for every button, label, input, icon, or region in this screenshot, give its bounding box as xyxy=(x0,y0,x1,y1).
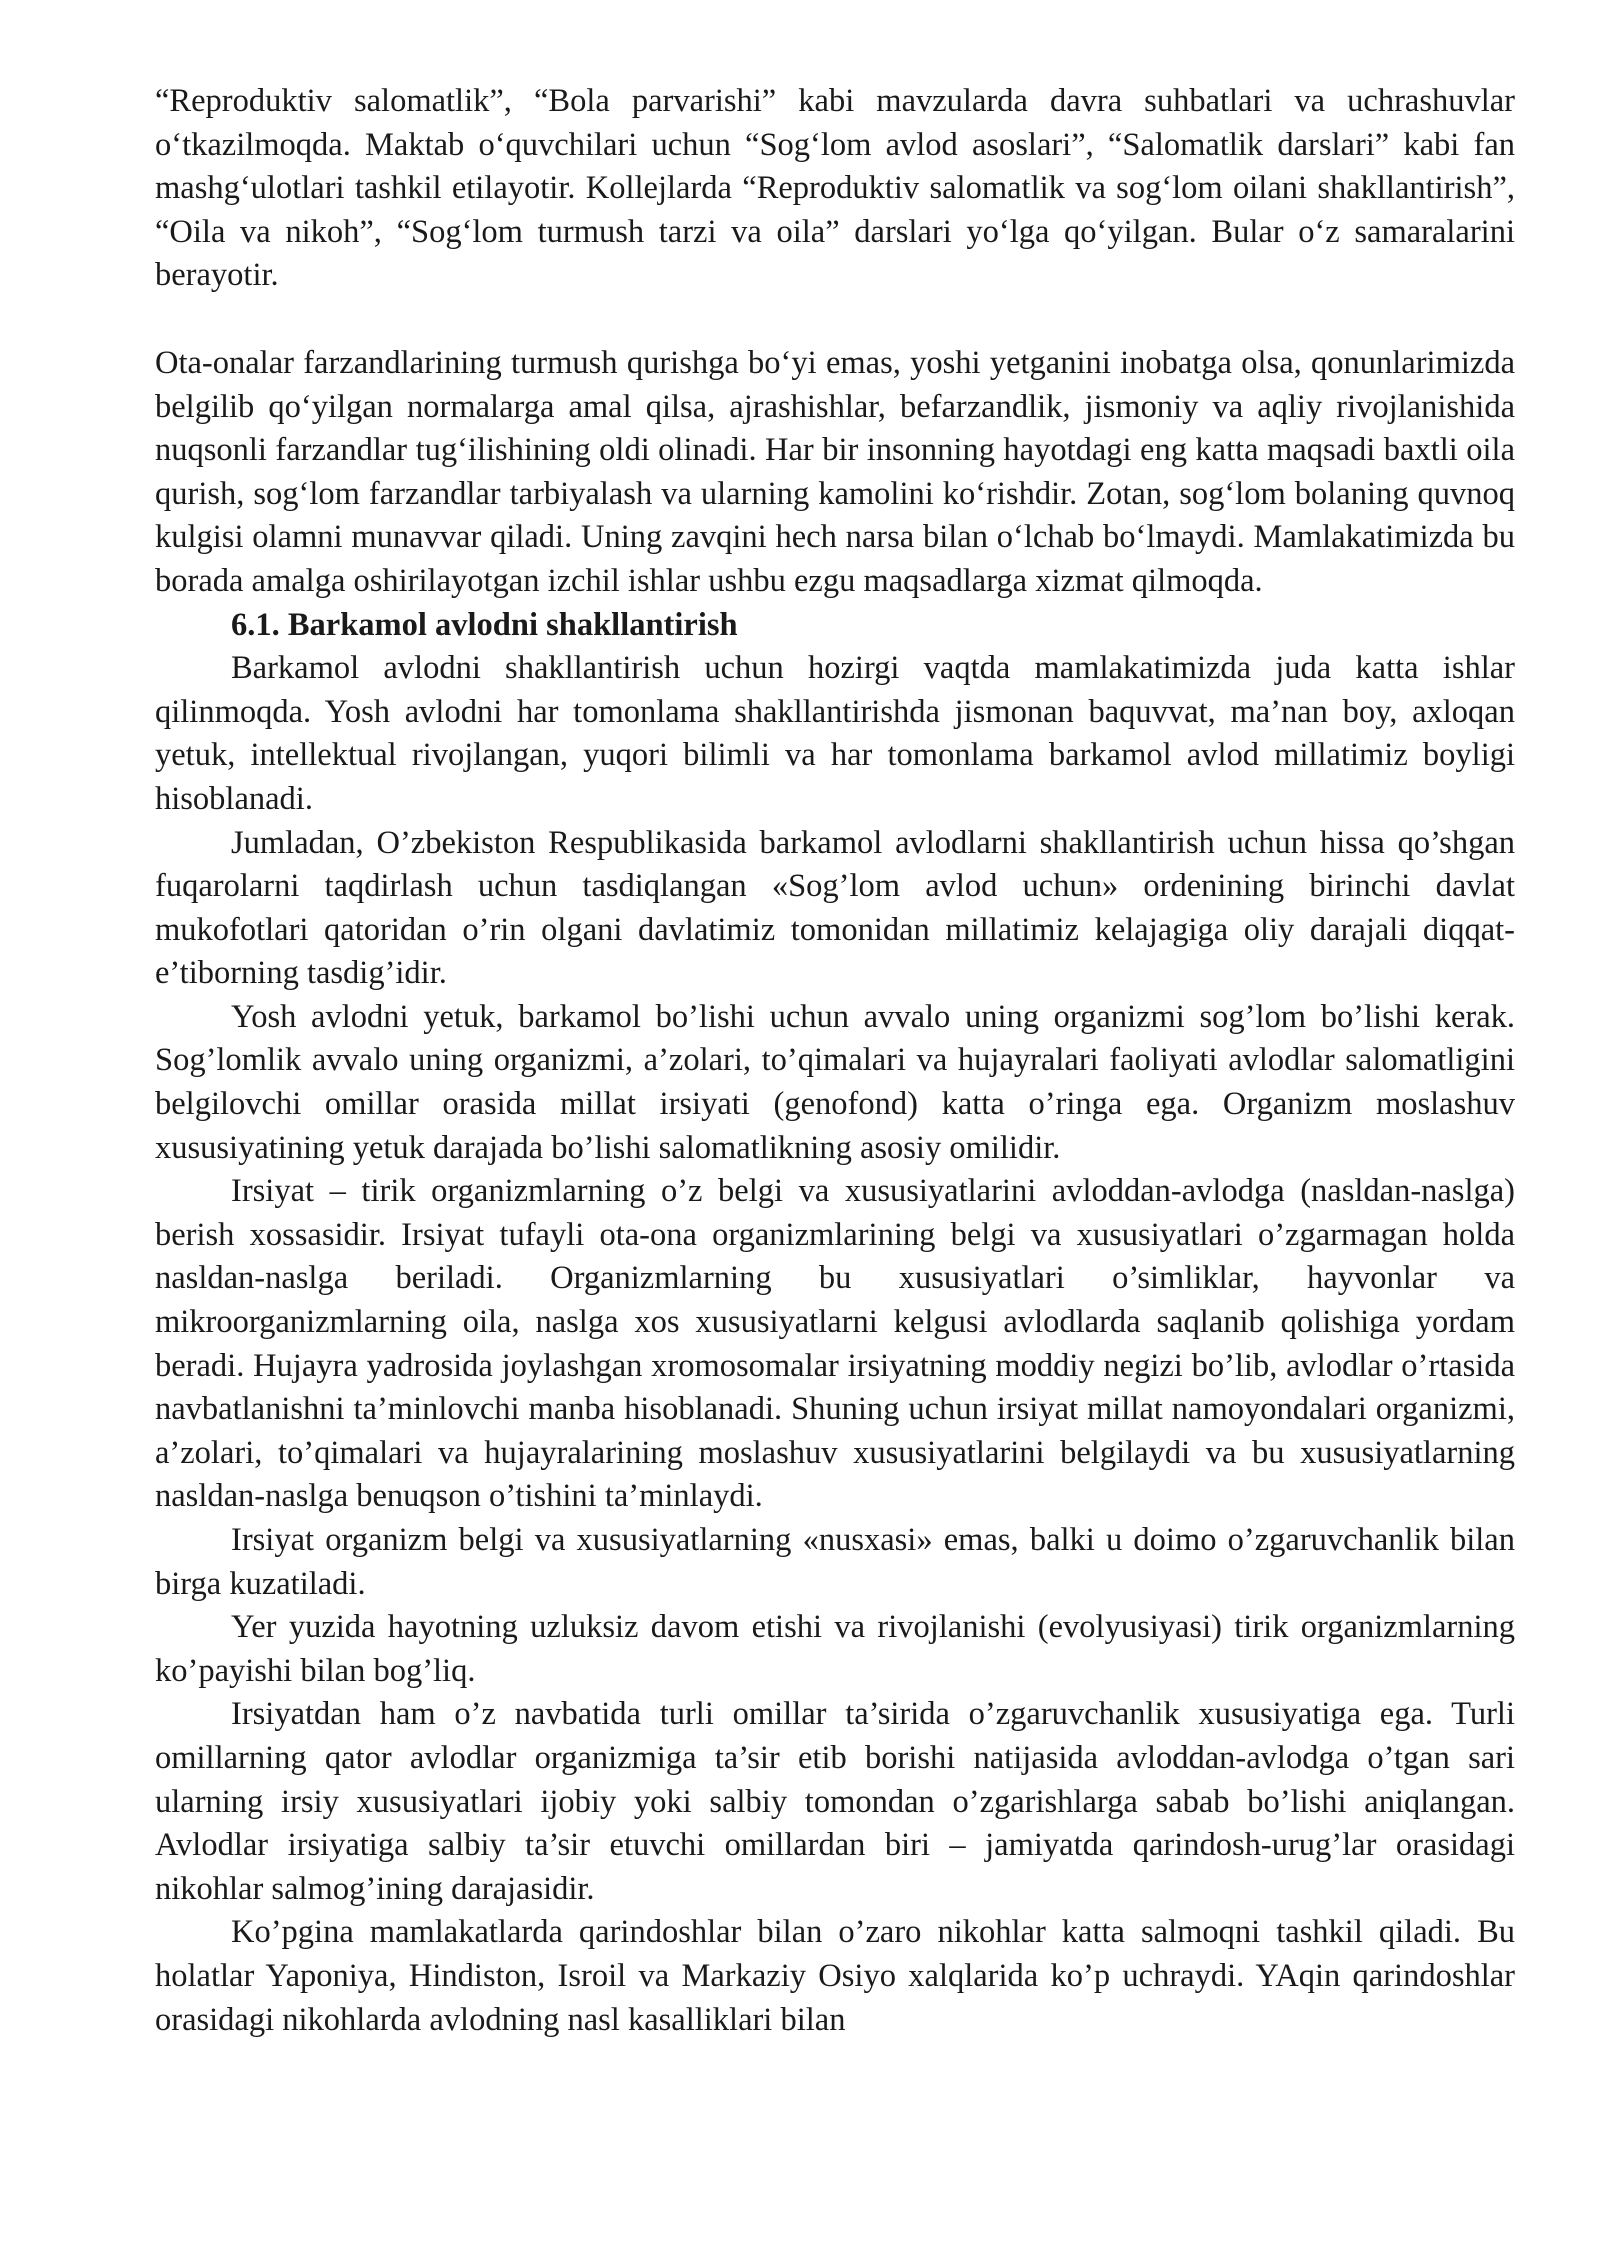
paragraph-parents: Ota-onalar farzandlarining turmush qurishga bo‘yi emas, yoshi yetganini inobatga olsa, qonunlarimizda belgilib qo‘yilgan normalarga amal qilsa, ajrashishlar, befarzandlik, jismoniy va aqliy rivojlanishida nuqsonli farzandlar tug‘ilishining oldi olinadi. Har bir insonning hayotdagi eng katta maqsadi baxtli oila qurish, sog‘lom farzandlar tarbiyalash va ularning kamolini ko‘rishdir. Zotan, sog‘lom bolaning quvnoq kulgisi olamni munavvar qiladi. Uning zavqini hech narsa bilan o‘lchab bo‘lmaydi. Mamlakatimizda bu borada amalga oshirilayotgan izchil ishlar ushbu ezgu maqsadlarga xizmat qilmoqda. xyxy=(155,344,1515,599)
section-paragraph: Ko’pgina mamlakatlarda qarindoshlar bilan o’zaro nikohlar katta salmoqni tashkil qiladi. Bu holatlar Yaponiya, Hindiston, Isroil va Markaziy Osiyo xalqlarida ko’p uchraydi. YAqin qarindoshlar orasidagi nikohlarda avlodning nasl kasalliklari bilan xyxy=(155,1914,1515,2038)
section-paragraph: Jumladan, O’zbekiston Respublikasida barkamol avlodlarni shakllantirish uchun hissa qo’shgan fuqarolarni taqdirlash uchun tasdiqlangan «Sog’lom avlod uchun» ordenining birinchi davlat mukofotlari qatoridan o’rin olgani davlatimiz tomonidan millatimiz kelajagiga oliy darajali diqqat-e’tiborning tasdig’idir. xyxy=(155,824,1515,992)
document-page xyxy=(155,80,1515,2042)
section-paragraph: Barkamol avlodni shakllantirish uchun hozirgi vaqtda mamlakatimizda juda katta ishlar qilinmoqda. Yosh avlodni har tomonlama shakllantirishda jismonan baquvvat, ma’nan boy, axloqan yetuk, intellektual rivojlangan, yuqori bilimli va har tomonlama barkamol avlod millatimiz boyligi hisoblanadi. xyxy=(155,650,1515,817)
section-paragraph: Yosh avlodni yetuk, barkamol bo’lishi uchun avvalo uning organizmi sog’lom bo’lishi kerak. Sog’lomlik avvalo uning organizmi, a’zolari, to’qimalari va hujayralari faoliyati avlodlar salomatligini belgilovchi omillar orasida millat irsiyati (genofond) katta o’ringa ega. Organizm moslashuv xususiyatining yetuk darajada bo’lishi salomatlikning asosiy omilidir. xyxy=(155,998,1515,1166)
section-paragraph: Irsiyatdan ham o’z navbatida turli omillar ta’sirida o’zgaruvchanlik xususiyatiga ega. Turli omillarning qator avlodlar organizmiga ta’sir etib borishi natijasida avloddan-avlodga o’tgan sari ularning irsiy xususiyatlari ijobiy yoki salbiy tomondan o’zgarishlarga sabab bo’lishi aniqlangan. Avlodlar irsiyatiga salbiy ta’sir etuvchi omillardan biri – jamiyatda qarindosh-urug’lar orasidagi nikohlar salmog’ining darajasidir. xyxy=(155,1696,1515,1907)
section-heading: 6.1. Barkamol avlodni shakllantirish xyxy=(231,606,738,643)
paragraph-intro: “Reproduktiv salomatlik”, “Bola parvarishi” kabi mavzularda davra suhbatlari va uchrashuvlar o‘tkazilmoqda. Maktab o‘quvchilari uchun “Sog‘lom avlod asoslari”, “Salomatlik darslari” kabi fan mashg‘ulotlari tashkil etilayotir. Kollejlarda “Reproduktiv salomatlik va sog‘lom oilani shakllantirish”, “Oila va nikoh”, “Sog‘lom turmush tarzi va oila” darslari yo‘lga qo‘yilgan. Bular o‘z samaralarini berayotir. xyxy=(155,83,1515,294)
section-paragraph: Irsiyat – tirik organizmlarning o’z belgi va xususiyatlarini avloddan-avlodga (nasldan-naslga) berish xossasidir. Irsiyat tufayli ota-ona organizmlarining belgi va xususiyatlari o’zgarmagan holda nasldan-naslga beriladi. Organizmlarning bu xususiyatlari o’simliklar, hayvonlar va mikroorganizmlarning oila, naslga xos xususiyatlarni kelgusi avlodlarda saqlanib qolishiga yordam beradi. Hujayra yadrosida joylashgan xromosomalar irsiyatning moddiy negizi bo’lib, avlodlar o’rtasida navbatlanishni ta’minlovchi manba hisoblanadi. Shuning uchun irsiyat millat namoyondalari organizmi, a’zolari, to’qimalari va hujayralarining moslashuv xususiyatlarini belgilaydi va bu xususiyatlarning nasldan-naslga benuqson o’tishini ta’minlaydi. xyxy=(155,1173,1515,1515)
paragraph-gap xyxy=(155,298,1515,342)
section-paragraph: Irsiyat organizm belgi va xususiyatlarning «nusxasi» emas, balki u doimo o’zgaruvchanlik bilan birga kuzatiladi. xyxy=(155,1522,1515,1602)
section-paragraph: Yer yuzida hayotning uzluksiz davom etishi va rivojlanishi (evolyusiyasi) tirik organizmlarning ko’payishi bilan bog’liq. xyxy=(155,1609,1515,1689)
